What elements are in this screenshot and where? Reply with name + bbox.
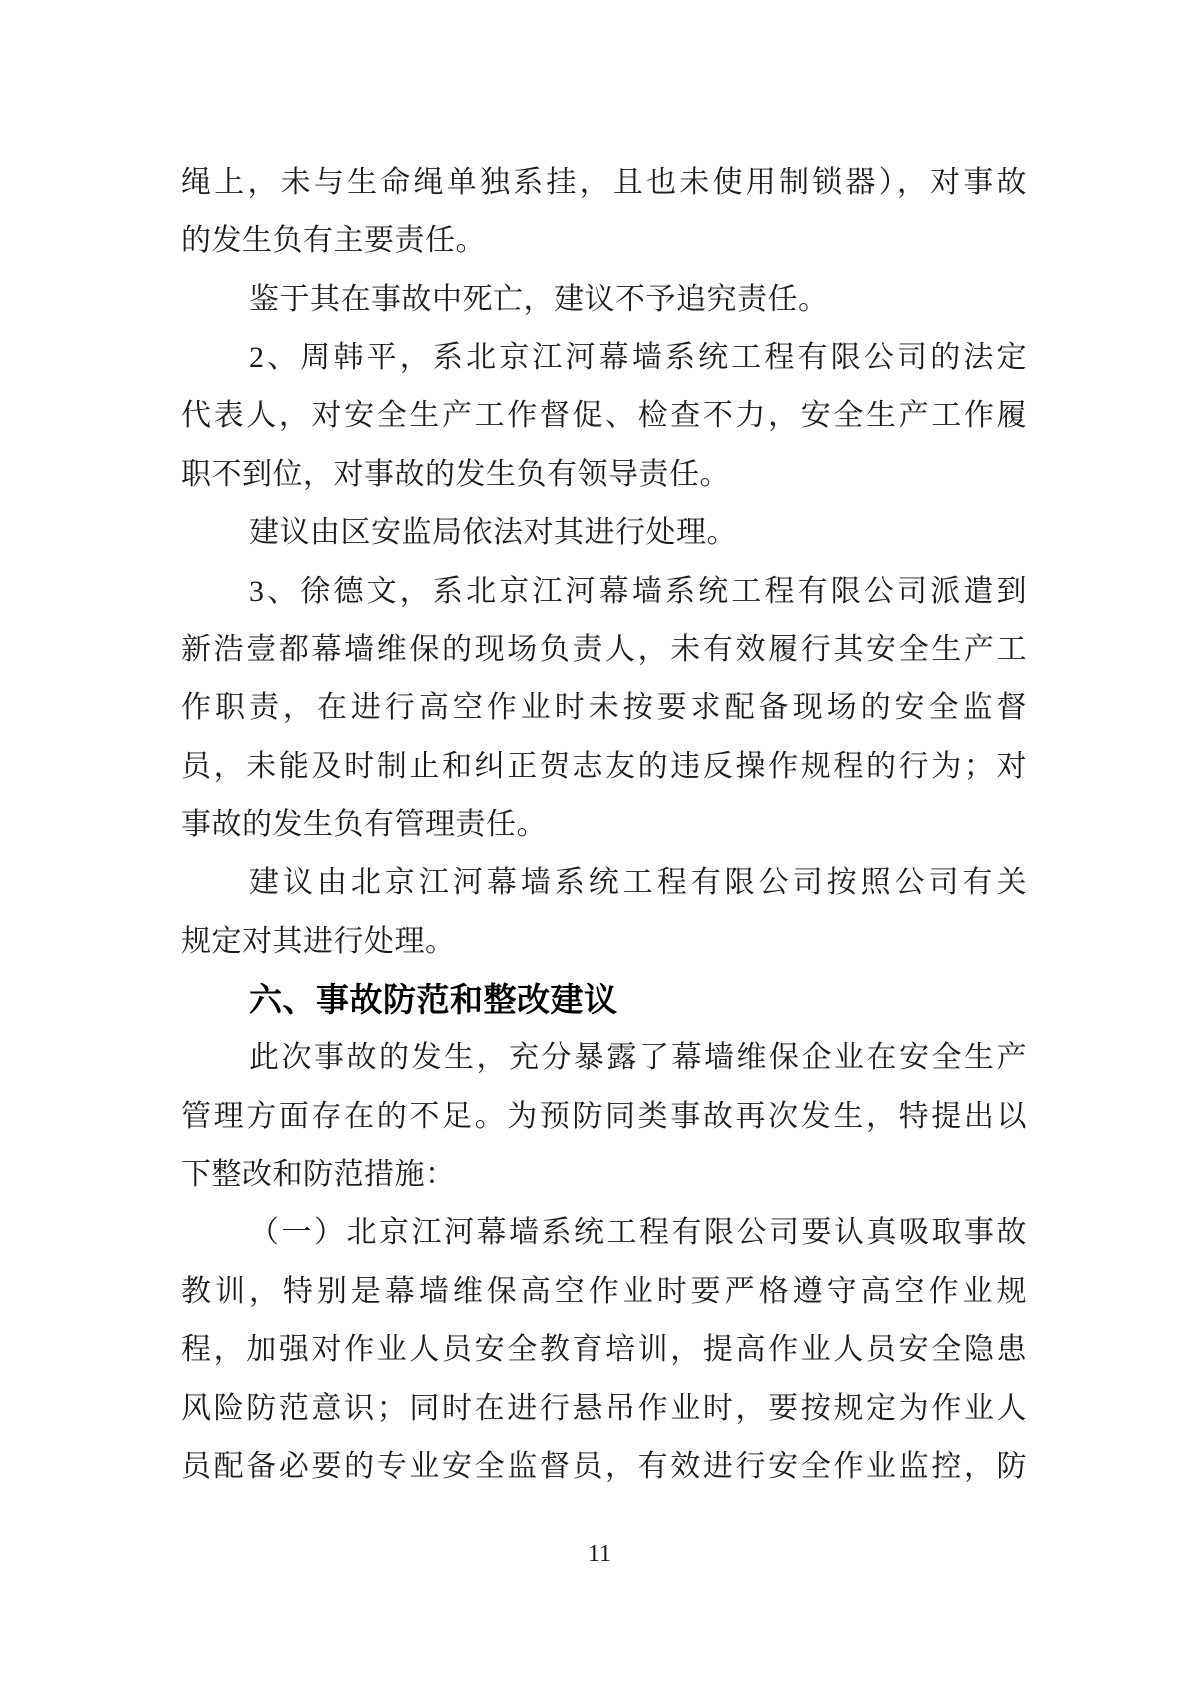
- text-line: 鉴于其在事故中死亡，建议不予追究责任。: [249, 282, 829, 316]
- text-line: 风险防范意识；同时在进行悬吊作业时，要按规定为作业人: [181, 1391, 1027, 1425]
- text-line: 管理方面存在的不足。为预防同类事故再次发生，特提出以: [181, 1099, 1027, 1133]
- text-line: 绳上，未与生命绳单独系挂，且也未使用制锁器），对事故: [181, 166, 1027, 199]
- text-line: 职不到位，对事故的发生负有领导责任。: [181, 457, 730, 491]
- text-line: 员配备必要的专业安全监督员，有效进行安全作业监控，防: [181, 1449, 1027, 1483]
- text-line: 新浩壹都幕墙维保的现场负责人，未有效履行其安全生产工: [181, 632, 1027, 666]
- section-heading: 六、事故防范和整改建议: [249, 981, 618, 1019]
- document-body: [181, 154, 1027, 1496]
- text-line: 2、周韩平，系北京江河幕墙系统工程有限公司的法定: [249, 341, 1027, 375]
- text-line: 作职责，在进行高空作业时未按要求配备现场的安全监督: [181, 691, 1027, 725]
- text-line: 建议由区安监局依法对其进行处理。: [249, 516, 737, 550]
- text-line: 规定对其进行处理。: [181, 924, 456, 958]
- text-line: 代表人，对安全生产工作督促、检查不力，安全生产工作履: [181, 399, 1027, 433]
- text-line: 程，加强对作业人员安全教育培训，提高作业人员安全隐患: [181, 1333, 1027, 1367]
- text-line: 3、徐德文，系北京江河幕墙系统工程有限公司派遣到: [249, 574, 1027, 608]
- text-line: 建议由北京江河幕墙系统工程有限公司按照公司有关: [249, 866, 1027, 900]
- text-line: 此次事故的发生，充分暴露了幕墙维保企业在安全生产: [249, 1041, 1027, 1075]
- text-line: 的发生负有主要责任。: [181, 224, 486, 258]
- text-line: 事故的发生负有管理责任。: [181, 807, 547, 841]
- text-line: 下整改和防范措施：: [181, 1158, 456, 1192]
- text-line: （一）北京江河幕墙系统工程有限公司要认真吸取事故: [249, 1216, 1027, 1250]
- text-line: 员，未能及时制止和纠正贺志友的违反操作规程的行为；对: [181, 749, 1027, 783]
- text-line: 教训，特别是幕墙维保高空作业时要严格遵守高空作业规: [181, 1274, 1027, 1308]
- page-number: 11: [587, 1541, 612, 1567]
